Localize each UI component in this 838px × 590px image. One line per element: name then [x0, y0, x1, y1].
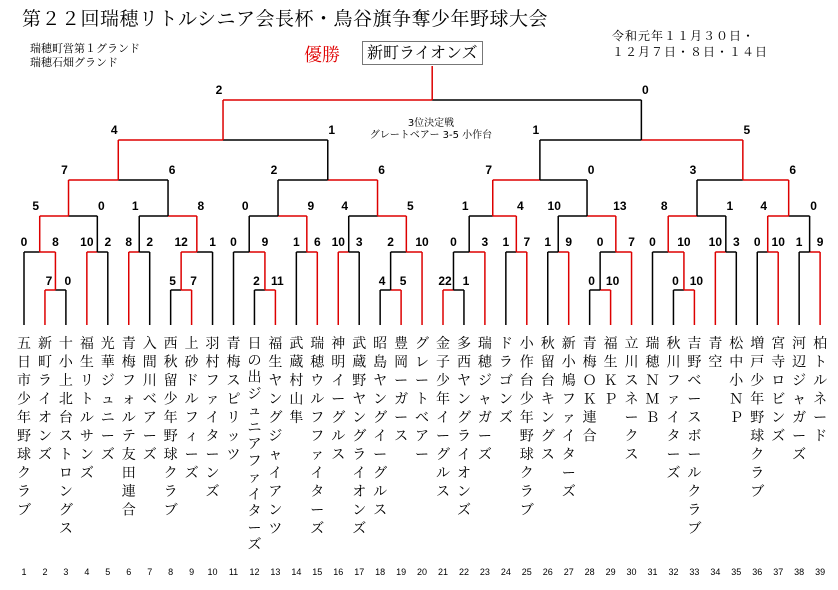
round2-score: 0	[596, 235, 604, 249]
team-name: 福生リトルサンズ	[79, 336, 94, 482]
team-name: 光華ジュニーズ	[100, 336, 115, 463]
third-place-title: 3位決定戦	[407, 118, 455, 129]
round3-score: 4	[341, 199, 349, 213]
team-name: 小作台少年野球クラブ	[519, 336, 534, 519]
team-number: 22	[458, 567, 469, 577]
team-name: 入間川ベアーズ	[142, 336, 157, 463]
team-name: 宮寺ロビンズ	[771, 336, 786, 445]
round2-score: 12	[174, 235, 188, 249]
play-in-score: 7	[190, 274, 197, 288]
round2-score: 10	[80, 235, 94, 249]
team-name: 金子少年イーグルス	[436, 336, 450, 500]
quarterfinal-score: 2	[270, 163, 278, 177]
round3-score: 0	[241, 199, 249, 213]
team-number: 23	[479, 567, 490, 577]
team-name: 柏トルネード	[813, 336, 828, 445]
team-name: 武蔵村山隼	[289, 336, 304, 426]
round2-score: 10	[331, 235, 345, 249]
team-number: 13	[270, 567, 281, 577]
team-number: 10	[207, 567, 218, 577]
team-number: 11	[228, 567, 239, 577]
quarterfinal-score: 6	[168, 163, 176, 177]
round2-score: 10	[771, 235, 785, 249]
quarterfinal-score: 3	[689, 163, 697, 177]
team-name: 上砂ドルフィーズ	[184, 336, 199, 482]
team-name: 豊岡ーガース	[394, 336, 409, 445]
play-in-score: 2	[253, 274, 260, 288]
team-name: 青梅スピリッツ	[226, 336, 241, 463]
team-number: 5	[105, 567, 111, 577]
round2-score: 3	[732, 235, 740, 249]
round2-score: 6	[313, 235, 321, 249]
team-number: 9	[189, 567, 195, 577]
play-in-score: 1	[462, 274, 470, 288]
team-number: 18	[375, 567, 386, 577]
round2-score: 0	[649, 235, 656, 249]
play-in-score: 5	[169, 274, 176, 288]
team-name: 五日市少年野球クラブ	[17, 336, 31, 519]
round2-score: 9	[261, 235, 269, 249]
team-name: 神明イーグルス	[331, 336, 346, 463]
team-name: 立川スネークス	[624, 336, 639, 463]
semifinal-score: 5	[743, 123, 751, 137]
team-name: 福生ヤングジャイアンツ	[268, 336, 283, 537]
quarterfinal-score: 7	[485, 163, 493, 177]
round3-score: 8	[660, 199, 668, 213]
team-number: 12	[249, 567, 260, 577]
round2-score: 1	[502, 235, 510, 249]
round2-score: 2	[104, 235, 112, 249]
team-number: 25	[521, 567, 532, 577]
play-in-score: 22	[438, 274, 452, 288]
team-number: 3	[63, 567, 69, 577]
team-name: 青梅ＯＫ連合	[582, 336, 597, 445]
semifinal-score: 1	[532, 123, 540, 137]
round2-score: 0	[450, 235, 457, 249]
round2-score: 2	[146, 235, 154, 249]
team-number: 33	[689, 567, 700, 577]
semifinal-score: 4	[110, 123, 118, 137]
round2-score: 7	[628, 235, 635, 249]
team-number: 16	[333, 567, 344, 577]
round2-score: 10	[708, 235, 723, 249]
round2-score: 0	[753, 235, 761, 249]
team-number: 30	[626, 567, 637, 577]
quarterfinal-score: 6	[789, 163, 797, 177]
play-in-score: 5	[399, 274, 407, 288]
page-title: 第２２回瑞穂リトルシニア会長杯・鳥谷旗争奪少年野球大会	[22, 8, 549, 30]
round3-score: 5	[406, 199, 414, 213]
team-number: 14	[291, 567, 302, 577]
team-number: 39	[815, 567, 826, 577]
quarterfinal-score: 7	[61, 163, 68, 177]
team-number: 7	[147, 567, 153, 577]
round3-score: 1	[131, 199, 139, 213]
team-name: 昭島ヤングイーグルス	[373, 336, 388, 519]
round2-score: 8	[52, 235, 59, 249]
round2-score: 1	[209, 235, 216, 249]
date-line-2: １２月７日・８日・１４日	[612, 45, 769, 59]
round2-score: 1	[293, 235, 300, 249]
round3-score: 5	[32, 199, 40, 213]
round2-score: 1	[795, 235, 803, 249]
team-number: 24	[500, 567, 511, 577]
team-name: 武蔵野ヤングライオンズ	[352, 336, 367, 537]
round3-score: 4	[760, 199, 768, 213]
round2-score: 9	[816, 235, 824, 249]
team-number: 20	[417, 567, 428, 577]
team-name: 福生ＫＰ	[603, 336, 618, 408]
team-number: 1	[21, 567, 27, 577]
team-number: 17	[354, 567, 365, 577]
round2-score: 3	[481, 235, 489, 249]
round2-score: 8	[125, 235, 133, 249]
round2-score: 1	[544, 235, 552, 249]
team-number: 26	[542, 567, 553, 577]
team-number: 36	[752, 567, 763, 577]
team-number: 32	[668, 567, 679, 577]
round2-score: 2	[387, 235, 394, 249]
round3-score: 9	[307, 199, 315, 213]
team-number: 29	[605, 567, 616, 577]
team-name: 羽村ファイターンズ	[205, 336, 220, 500]
play-in-score: 11	[271, 274, 284, 288]
quarterfinal-score: 0	[587, 163, 595, 177]
champion-label: 優勝	[304, 45, 340, 66]
play-in-score: 4	[378, 274, 386, 288]
team-name: 吉野ベースボールクラブ	[687, 336, 702, 537]
round2-score: 0	[20, 235, 28, 249]
team-number: 19	[396, 567, 407, 577]
round3-score: 4	[516, 199, 524, 213]
final-score: 0	[642, 83, 649, 97]
team-number: 27	[563, 567, 574, 577]
team-number: 38	[794, 567, 805, 577]
team-name: 秋留台キングス	[540, 336, 555, 463]
round3-score: 0	[97, 199, 105, 213]
play-in-score: 10	[605, 274, 620, 288]
team-number: 34	[710, 567, 721, 577]
round2-score: 3	[355, 235, 363, 249]
team-name: 増戸少年野球クラブ	[750, 336, 765, 500]
round3-score: 0	[810, 199, 817, 213]
team-name: 青梅フォルテ友田連合	[121, 336, 136, 519]
team-name: 新小鳩ファイターズ	[561, 336, 576, 500]
play-in-score: 7	[45, 274, 53, 288]
team-name: 松中小ＮＰ	[729, 336, 744, 426]
team-number: 31	[647, 567, 658, 577]
play-in-score: 0	[588, 274, 595, 288]
round2-score: 7	[523, 235, 531, 249]
quarterfinal-score: 6	[378, 163, 385, 177]
team-name: 青空	[708, 336, 723, 371]
venue-2: 瑞穂石畑グランド	[30, 56, 118, 69]
team-number: 21	[437, 567, 449, 577]
team-name: 西秋留少年野球クラブ	[163, 336, 178, 519]
team-number: 28	[584, 567, 595, 577]
team-name: 河辺ジャガーズ	[792, 336, 807, 463]
team-name: 新町ライオンズ	[37, 336, 52, 463]
round3-score: 13	[613, 199, 627, 213]
date-line-1: 令和元年１１月３０日・	[612, 29, 756, 43]
team-name: 秋川ファイターズ	[666, 336, 681, 482]
final-score: 2	[215, 83, 223, 97]
team-name: 瑞穂ジャガーズ	[477, 336, 492, 463]
champion-name: 新町ライオンズ	[362, 41, 483, 65]
team-name: 瑞穂ＮＭＢ	[645, 336, 660, 426]
team-number: 8	[168, 567, 174, 577]
team-number: 15	[312, 567, 323, 577]
semifinal-score: 1	[328, 123, 336, 137]
round2-score: 10	[677, 235, 691, 249]
round2-score: 9	[565, 235, 573, 249]
round3-score: 1	[461, 199, 469, 213]
team-number: 4	[84, 567, 90, 577]
round3-score: 8	[197, 199, 205, 213]
team-name: 日の出ジュニアファイターズ	[247, 336, 262, 554]
round2-score: 10	[415, 235, 429, 249]
play-in-score: 0	[672, 274, 679, 288]
team-name: ドラゴンズ	[498, 336, 513, 426]
round2-score: 0	[230, 235, 237, 249]
play-in-score: 0	[64, 274, 72, 288]
team-name: 多西ヤングライオンズ	[456, 336, 471, 519]
round3-score: 10	[547, 199, 561, 213]
play-in-score: 10	[689, 274, 704, 288]
team-number: 35	[731, 567, 742, 577]
round3-score: 1	[726, 199, 734, 213]
team-number: 6	[126, 567, 132, 577]
third-place-result: グレートベアー 3-5 小作台	[369, 130, 493, 141]
team-number: 37	[773, 567, 784, 577]
team-name: グレートベアー	[415, 336, 430, 463]
team-name: 瑞穂ウルフファイターズ	[310, 336, 325, 537]
team-name: 十小上北台ストロングス	[58, 336, 73, 537]
venue-1: 瑞穂町営第１グランド	[30, 42, 140, 55]
team-number: 2	[42, 567, 48, 577]
